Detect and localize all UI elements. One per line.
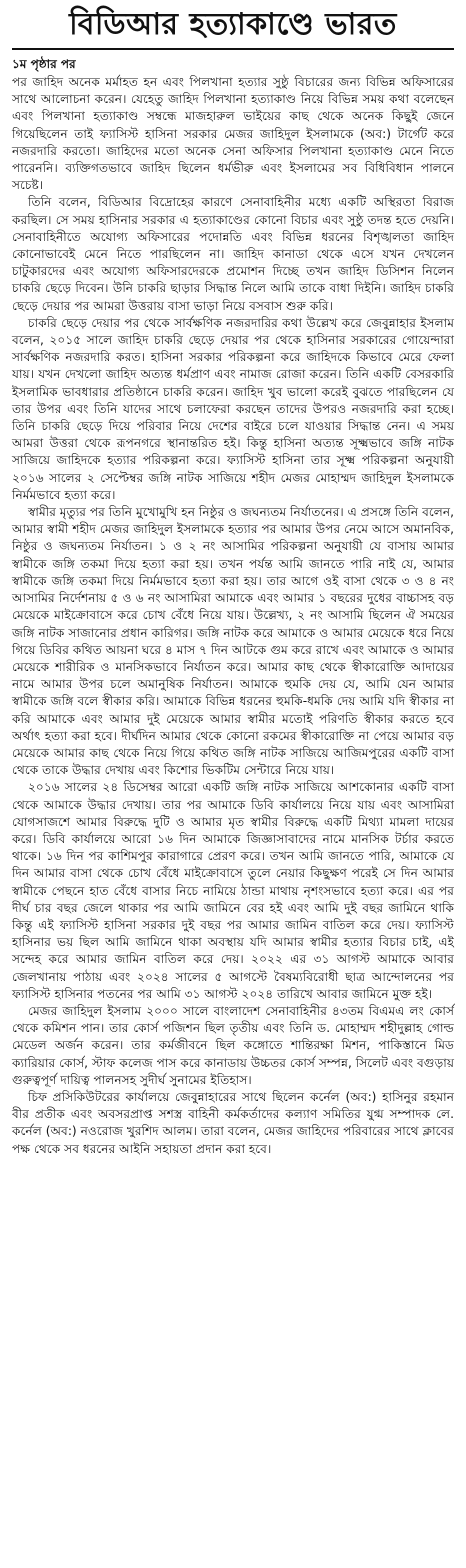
article-headline: বিডিআর হত্যাকাণ্ডে ভারত	[69, 7, 397, 42]
continuation-label: ১ম পৃষ্ঠার পর	[12, 57, 76, 71]
article-paragraph: স্বামীর মৃত্যুর পর তিনি মুখোমুখি হন নিষ্ঠুর ও জঘন্যতম নির্যাতনের। এ প্রসঙ্গে তিনি বলেন, আমার স্বামী শহীদ মেজর জাহিদুল ইসলামকে হত্যার পর আমার উপর নেমে আসে অমানবিক, নিষ্ঠুর ও জঘন্যতম নির্যাতন। ১ ও ২ নং আসামির পরিকল্পনা অনুযায়ী যে বাসায় আমার স্বামীকে জঙ্গি তকমা দিয়ে হত্যা করা হয়। তখন পর্যন্ত আমি জানতে পারি নাই যে, আমার স্বামীকে জঙ্গি তকমা দিয়ে নির্মমভাবে হত্যা করা হয়। তার আগে ওই বাসা থেকে ৩ ও ৪ নং আসামির নির্দেশনায় ৫ ও ৬ নং আসামিরা আমাকে এবং আমার ১ বছরের দুধের বাচ্চাসহ বড় মেয়েকে মাইক্রোবাসে করে চোখ বেঁধে নিয়ে যায়। উল্লেখ্য, ২ নং আসামি ছিলেন ঐ সময়ের জঙ্গি নাটক সাজানোর প্রধান কারিগর। জঙ্গি নাটক করে আমাকে ও আমার মেয়েকে ধরে নিয়ে গিয়ে ডিবির কথিত আয়না ঘরে ৪ মাস ৭ দিন আটকে গুম করে রাখে এবং আমাকে ও আমার মেয়েকে শারীরিক ও মানসিকভাবে নির্যাতন করে। আমার কাছ থেকে স্বীকারোক্তি আদায়ের নামে আমার উপর চলে অমানুষিক নির্যাতন। আমাকে হুমকি দেয় যে, আমি যেন আমার স্বামীকে জঙ্গি বলে স্বীকার করি। আমাকে বিভিন্ন ধরনের হুমকি-ধমকি দেয় আমি যদি স্বীকার না করি আমাকে এবং আমার দুই মেয়েকে আমার স্বামীর মতোই পরিণতি স্বীকার করতে হবে অর্থাৎ হত্যা করা হবে। দীর্ঘদিন আমার থেকে কোনো রকমের স্বীকারোক্তি না পেয়ে আমার বড় মেয়েকে আমার কাছ থেকে নিয়ে গিয়ে কথিত জঙ্গি নাটক সাজিয়ে আজিমপুরের একটি বাসা থেকে তাকে উদ্ধার দেখায় এবং কিশোর ভিকটিম সেন্টারে নিয়ে যায়।	[12, 505, 454, 778]
article-paragraph: চাকরি ছেড়ে দেয়ার পর থেকে সার্বক্ষণিক নজরদারির কথা উল্লেখ করে জেবুন্নাহার ইসলাম বলেন, ২০১৫ সালে জাহিদ চাকরি ছেড়ে দেয়ার পর থেকে হাসিনার সরকারের গোয়েন্দারা সার্বক্ষণিক নজরদারি করত। হাসিনা সরকার পরিকল্পনা করে জাহিদকে কিভাবে মেরে ফেলা যায়। যখন দেখলো জাহিদ অত্যন্ত ধর্মপ্রাণ এবং নামাজ রোজা করেন। তিনি একটি বেসরকারি ইসলামিক ভাবধারার প্রতিষ্ঠানে চাকরি করেন। জাহিদ খুব ভালো করেই বুঝতে পারছিলেন যে তার উপর এবং তিনি যাদের সাথে চলাফেরা করছেন তাদের উপরও নজরদারি করা হচ্ছে। তিনি চাকরি ছেড়ে দিয়ে পরিবার নিয়ে দেশের বাইরে চলে যাওয়ার সিদ্ধান্ত নেন। এ সময় আমরা উত্তরা থেকে রূপনগরে স্থানান্তরিত হই। কিন্তু হাসিনা অত্যন্ত সূক্ষ্মভাবে জঙ্গি নাটক সাজিয়ে জাহিদকে হত্যার পরিকল্পনা করে। ফ্যাসিস্ট হাসিনা তার সূক্ষ্ম পরিকল্পনা অনুযায়ী ২০১৬ সালের ২ সেপ্টেম্বর জঙ্গি নাটক সাজিয়ে শহীদ মেজর মোহাম্মদ জাহিদুল ইসলামকে নির্মমভাবে হত্যা করে।	[12, 315, 454, 502]
article-paragraph: তিনি বলেন, বিডিআর বিদ্রোহের কারণে সেনাবাহিনীর মধ্যে একটি অস্থিরতা বিরাজ করছিল। সে সময় হাসিনার সরকার এ হত্যাকাণ্ডের কোনো বিচার এবং সুষ্ঠু তদন্ত হতে দেয়নি। সেনাবাহিনীতে অযোগ্য অফিসারের পদোন্নতি এবং বিভিন্ন ধরনের বিশৃঙ্খলতা জাহিদ কোনোভাবেই মেনে নিতে পারছিলেন না। জাহিদ কানাডা থেকে এসে যখন দেখলেন চাটুকারদের এবং অযোগ্য অফিসারদেরকে প্রমোশন দিচ্ছে তখন জাহিদ ডিসিশন নিলেন চাকরি ছেড়ে দিবেন। উনি চাকরি ছাড়ার সিদ্ধান্ত নিলে আমি তাকে বাধা দিইনি। জাহিদ চাকরি ছেড়ে দেয়ার পর আমরা উত্তরায় বাসা ভাড়া নিয়ে বসবাস শুরু করি।	[12, 195, 454, 313]
article-paragraph: পর জাহিদ অনেক মর্মাহত হন এবং পিলখানা হত্যার সুষ্ঠু বিচারের জন্য বিভিন্ন অফিসারের সাথে আলোচনা করেন। যেহেতু জাহিদ পিলখানা হত্যাকাণ্ড নিয়ে বিভিন্ন সময় কথা বলেছেন এবং পিলখানা হত্যাকাণ্ড সম্বন্ধে মাজহারুল ভাইয়ের কাছ থেকে অনেক কিছুই জেনে গিয়েছিলেন তাই ফ্যাসিস্ট হাসিনা সরকার মেজর জাহিদুল ইসলামকে (অব:) টার্গেট করে নজরদারি করতো। জাহিদের মতো অনেক সেনা অফিসার পিলখানা হত্যাকাণ্ড মেনে নিতে পারেননি। ব্যক্তিগতভাবে জাহিদ ছিলেন ধর্মভীরু এবং ইসলামের সব বিধিবিধান পালনে সচেষ্ট।	[12, 75, 454, 193]
article-body	[12, 74, 454, 1158]
article-paragraph: ২০১৬ সালের ২৪ ডিসেম্বর আরো একটি জঙ্গি নাটক সাজিয়ে আশকোনার একটি বাসা থেকে আমাকে উদ্ধার দেখায়। তার পর আমাকে ডিবি কার্যালয়ে নিয়ে যায় এবং আসামিরা যোগসাজশে আমার বিরুদ্ধে দুটি ও আমার মৃত স্বামীর বিরুদ্ধে একটি মিথ্যা মামলা দায়ের করে। ডিবি কার্যালয়ে আরো ১৬ দিন আমাকে জিজ্ঞাসাবাদের নামে মানসিক টর্চার করতে থাকে। ১৬ দিন পর কাশিমপুর কারাগারে প্রেরণ করে। তখন আমি জানতে পারি, আমাকে যে দিন আমার বাসা থেকে চোখ বেঁধে মাইক্রোবাসে তুলে নেয়ার কিছুক্ষণ পরেই সে দিন আমার স্বামীকে পেছনে হাত বেঁধে বাসার নিচে নামিয়ে ঠান্ডা মাথায় নৃশংসভাবে হত্যা করে। এর পর দীর্ঘ চার বছর জেলে থাকার পর আমি জামিনে বের হই এবং আমি দুই বছর জামিনে থাকি কিন্তু এই ফ্যাসিস্ট হাসিনা সরকার দুই বছর পর আমার জামিন বাতিল করে দেয়। ফ্যাসিস্ট হাসিনার ভয় ছিল আমি জামিনে থাকা অবস্থায় যদি আমার স্বামীর হত্যার বিচার চাই, এই সন্দেহ করে আমার জামিন বাতিল করে দেয়। ২০২২ এর ৩১ আগস্ট আমাকে আবার জেলখানায় পাঠায় এবং ২০২৪ সালের ৫ আগস্টে বৈষম্যবিরোধী ছাত্র আন্দোলনের পর ফ্যাসিস্ট হাসিনার পতনের পর আমি ৩১ আগস্ট ২০২৪ তারিখে আবার জামিনে মুক্ত হই।	[12, 780, 454, 1001]
article-paragraph: চিফ প্রসিকিউটরের কার্যালয়ে জেবুন্নাহারের সাথে ছিলেন কর্নেল (অব:) হাসিনুর রহমান বীর প্রতীক এবং অবসরপ্রাপ্ত সশস্ত্র বাহিনী কর্মকর্তাদের কল্যাণ সমিতির যুগ্ম সম্পাদক লে. কর্নেল (অব:) নওরোজ খুরশিদ আলম। তারা বলেন, মেজর জাহিদের পরিবারের সাথে ক্লাবের পক্ষ থেকে সব ধরনের আইনি সহায়তা প্রদান করা হবে।	[12, 1089, 454, 1156]
headline-divider	[12, 48, 454, 50]
article-paragraph: মেজর জাহিদুল ইসলাম ২০০০ সালে বাংলাদেশ সেনাবাহিনীর ৪৩তম বিএমএ লং কোর্স থেকে কমিশন পান। তার কোর্স পজিশন ছিল তৃতীয় এবং তিনি ড. মোহাম্মদ শহীদুল্লাহ গোল্ড মেডেল অর্জন করেন। তার কর্মজীবনে ছিল কঙ্গোতে শান্তিরক্ষা মিশন, পাকিস্তানে মিড ক্যারিয়ার কোর্স, স্টাফ কলেজ পাস করে কানাডায় উচ্চতর কোর্স সম্পন্ন, সিলেট এবং বগুড়ায় গুরুত্বপূর্ণ দায়িত্ব পালনসহ সুদীর্ঘ সুনামের ইতিহাস।	[12, 1003, 454, 1087]
